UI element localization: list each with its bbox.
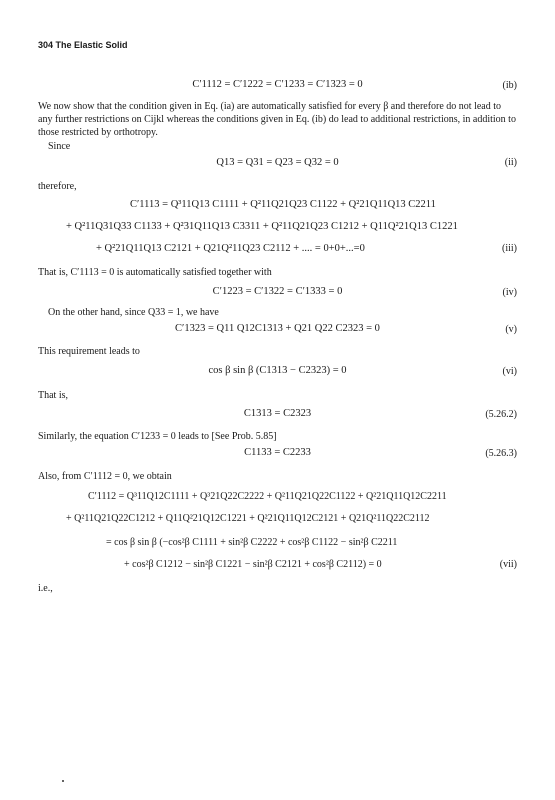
paragraph-also: Also, from C′1112 = 0, we obtain	[38, 471, 172, 482]
equation-vii-line1: C′1112 = Q³11Q12C1111 + Q³21Q22C2222 + Q²11Q21Q22C1122 + Q²21Q11Q12C2211	[88, 491, 447, 502]
page-header: 304 The Elastic Solid	[38, 40, 128, 50]
equation-iii-line2: + Q²11Q31Q33 C1133 + Q²31Q11Q13 C3311 + Q²11Q21Q23 C1212 + Q11Q²21Q13 C1221	[66, 221, 458, 232]
text-since: Since	[48, 141, 71, 152]
equation-number-5-26-3: (5.26.3)	[485, 448, 517, 459]
equation-ii: Q13 = Q31 = Q23 = Q32 = 0	[216, 157, 339, 168]
equation-vi: cos β sin β (C1313 − C2323) = 0	[208, 365, 347, 376]
equation-number-vii: (vii)	[499, 559, 517, 570]
equation-vii-line3: = cos β sin β (−cos²β C1111 + sin²β C2222 + cos²β C1122 − sin²β C2211	[106, 537, 398, 548]
equation-iii-line3: + Q²21Q11Q13 C2121 + Q21Q²11Q23 C2112 + .... = 0+0+...=0	[96, 243, 365, 254]
paragraph-intro: We now show that the condition given in Eq. (ia) are automatically satisfied for every β and therefore do not lead to any further restrictions on Cijkl whereas the conditions given in Eq. (ib) do lead to additional restrictions, in addition to those restricted by orthotropy.	[38, 101, 516, 138]
paragraph-similarly: Similarly, the equation C′1233 = 0 leads to [See Prob. 5.85]	[38, 431, 277, 442]
equation-number-5-26-2: (5.26.2)	[485, 409, 517, 420]
equation-number-v: (v)	[505, 324, 517, 335]
page-speck	[62, 780, 64, 782]
equation-v: C′1323 = Q11 Q12C1313 + Q21 Q22 C2323 = 0	[175, 323, 380, 334]
equation-iii-line1: C′1113 = Q³11Q13 C1111 + Q²11Q21Q23 C1122 + Q²21Q11Q13 C2211	[130, 199, 436, 210]
equation-5-26-3: C1133 = C2233	[244, 447, 311, 458]
text-ie: i.e.,	[38, 583, 53, 594]
paragraph-requirement: This requirement leads to	[38, 346, 140, 357]
equation-iv: C′1223 = C′1322 = C′1333 = 0	[212, 286, 343, 297]
paragraph-other-hand: On the other hand, since Q33 = 1, we have	[48, 307, 219, 318]
text-that-is: That is,	[38, 390, 68, 401]
text-therefore: therefore,	[38, 181, 77, 192]
equation-5-26-2: C1313 = C2323	[243, 408, 312, 419]
equation-number-ii: (ii)	[504, 157, 517, 168]
equation-ib: C′1112 = C′1222 = C′1233 = C′1323 = 0	[192, 79, 363, 90]
equation-vii-line4: + cos²β C1212 − sin²β C1221 − sin²β C2121 + cos²β C2112) = 0	[124, 559, 382, 570]
equation-number-iv: (iv)	[502, 287, 517, 298]
equation-number-ib: (ib)	[502, 80, 517, 91]
equation-number-iii: (iii)	[502, 243, 517, 254]
paragraph-that-is: That is, C′1113 = 0 is automatically satisfied together with	[38, 267, 272, 278]
equation-vii-line2: + Q²11Q21Q22C1212 + Q11Q²21Q12C1221 + Q²21Q11Q12C2121 + Q21Q²11Q22C2112	[66, 513, 430, 524]
equation-number-vi: (vi)	[502, 366, 517, 377]
